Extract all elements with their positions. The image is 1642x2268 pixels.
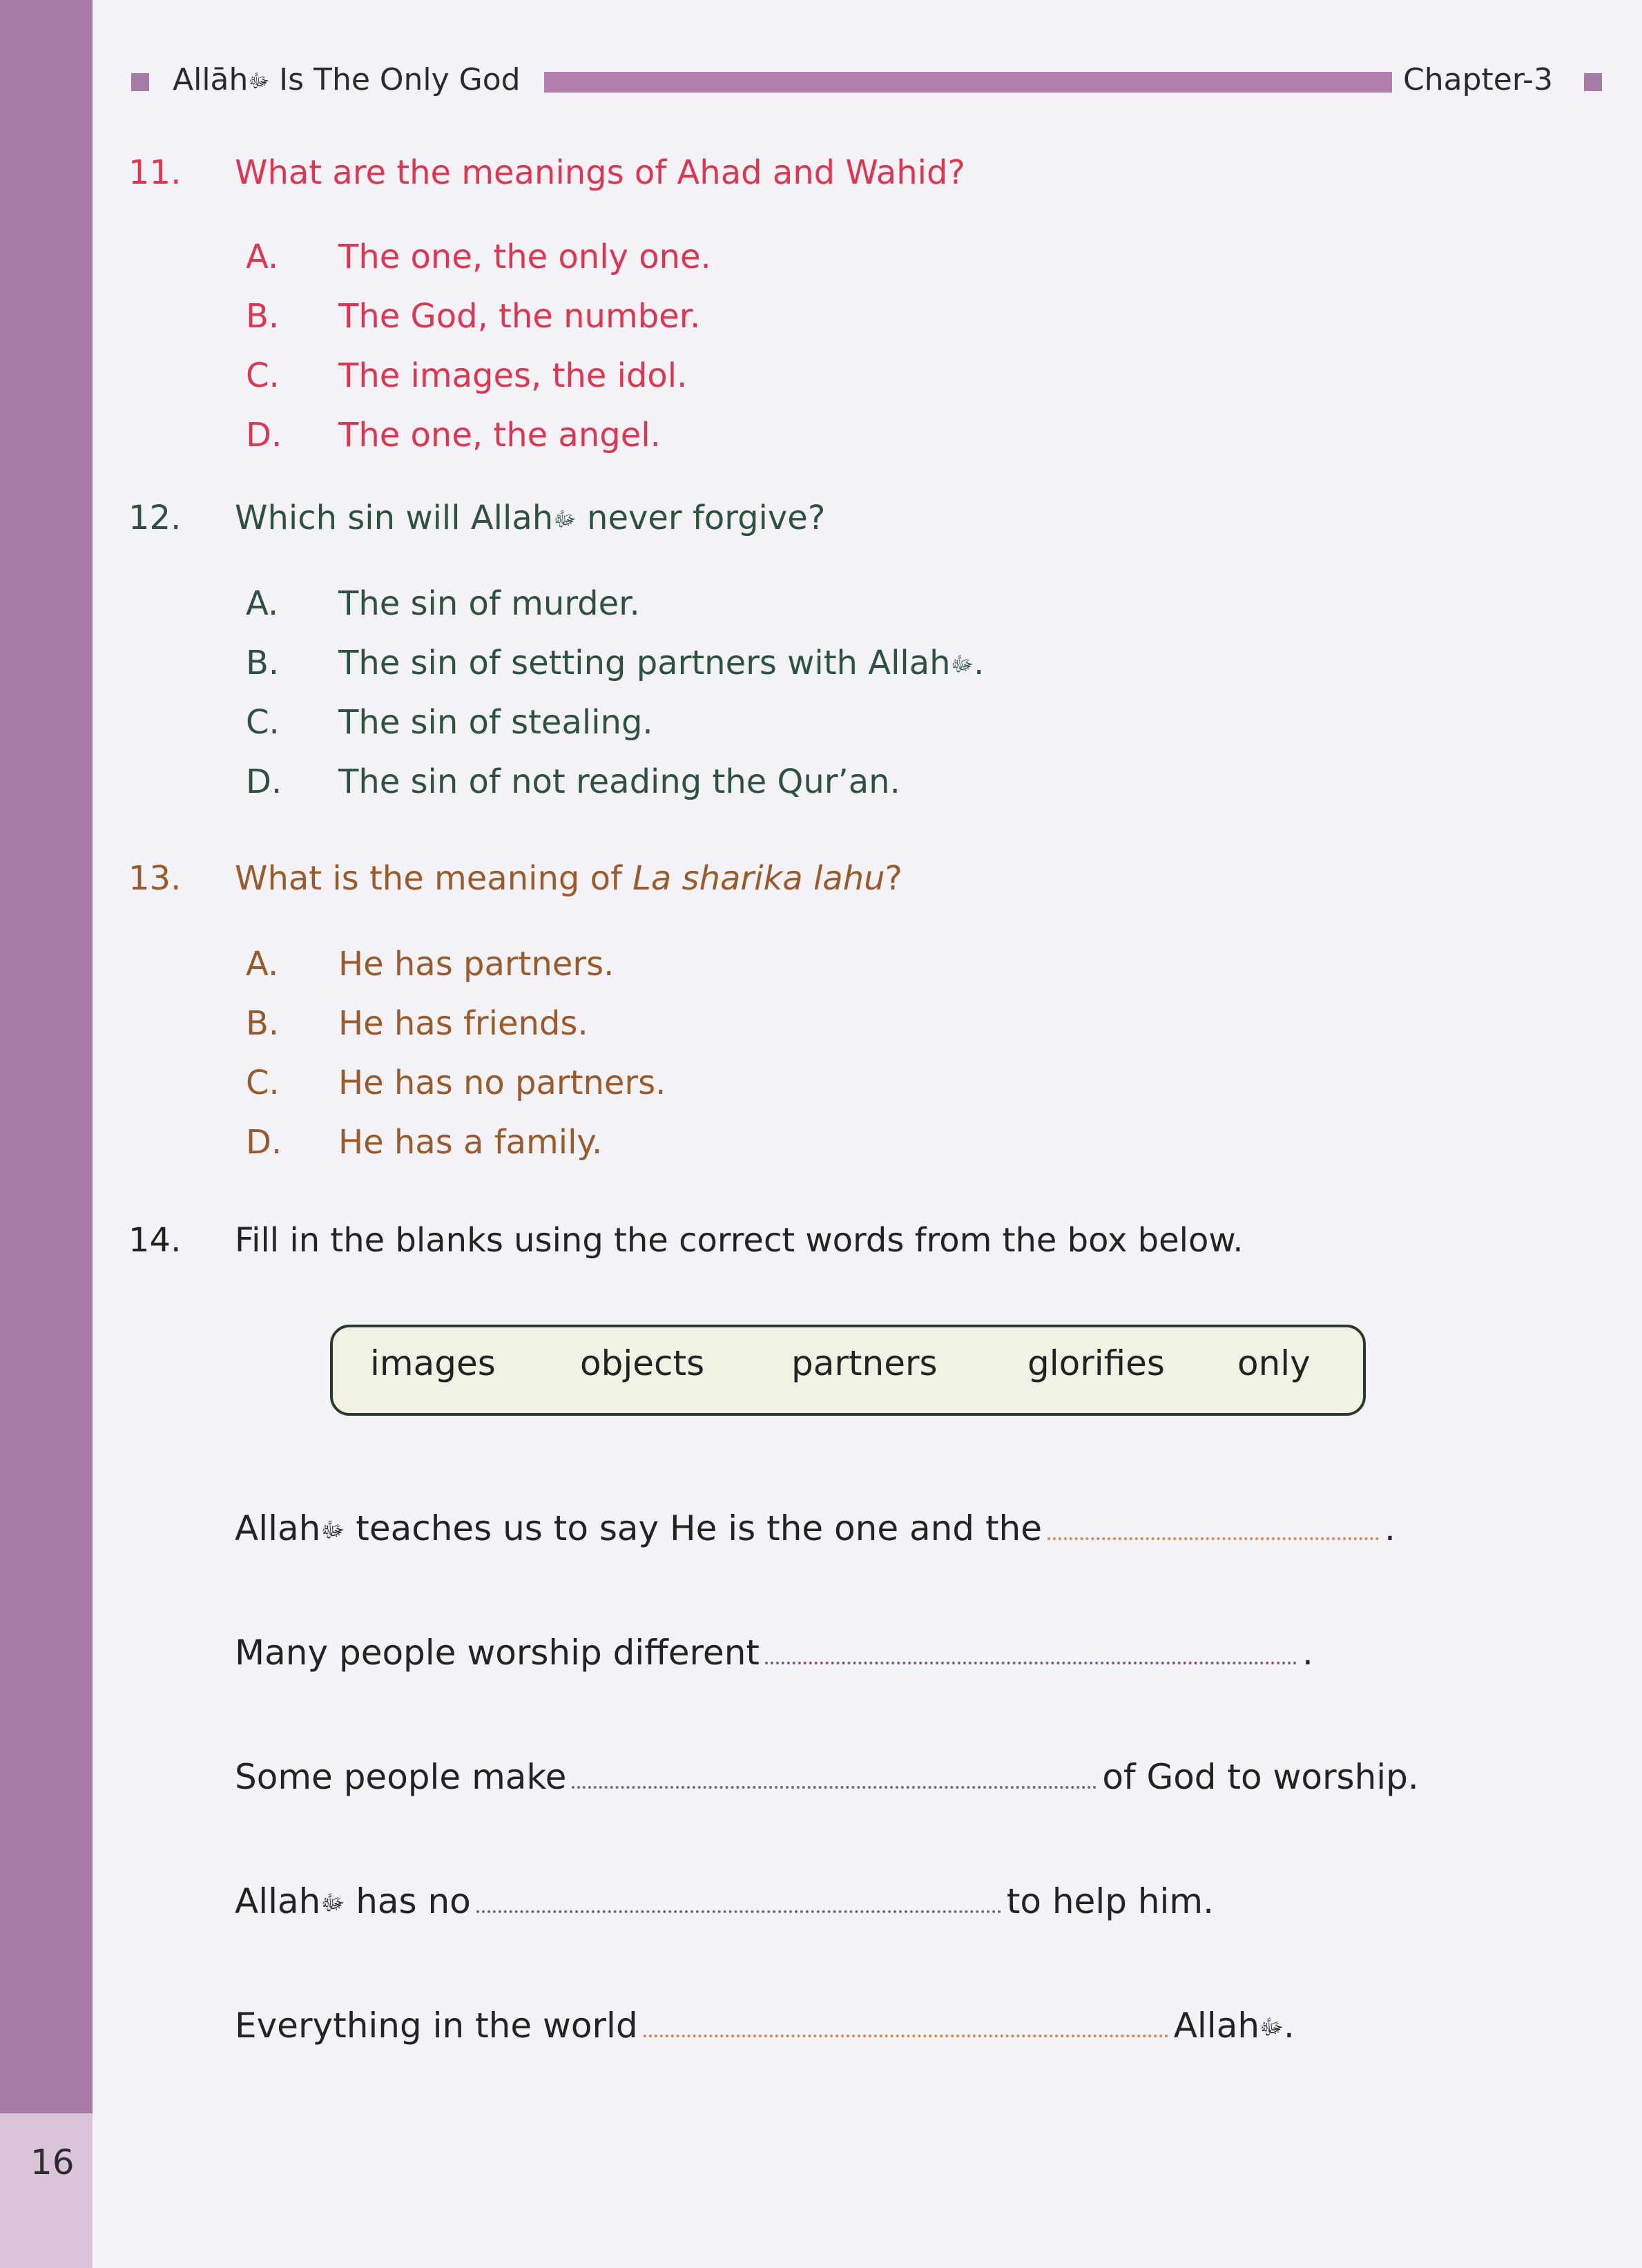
allah-honorific-icon: ﷻ bbox=[248, 70, 270, 92]
word-bank-item: glorifies bbox=[1027, 1343, 1165, 1383]
sentence-5-post: Allah bbox=[1173, 2006, 1260, 2046]
q13-option-c-letter: C. bbox=[246, 1064, 280, 1102]
fill-sentence-2 bbox=[235, 1633, 1313, 1673]
header-square-left bbox=[131, 73, 149, 91]
q12-option-b-text bbox=[338, 644, 984, 682]
word-bank-item: objects bbox=[580, 1343, 705, 1383]
q13-option-a-text: He has partners. bbox=[338, 945, 615, 983]
word-bank-item: only bbox=[1237, 1343, 1311, 1383]
sentence-1-pre: Allah bbox=[235, 1508, 321, 1548]
q12-text-pre: Which sin will Allah bbox=[235, 499, 554, 537]
question-12-number: 12. bbox=[128, 499, 182, 537]
q12-option-c-text: The sin of stealing. bbox=[338, 703, 653, 742]
q12-option-b-letter: B. bbox=[246, 644, 280, 682]
q12-option-b-post: . bbox=[974, 644, 985, 682]
blank-line-3[interactable] bbox=[572, 1780, 1097, 1789]
header-title-text-rest: Is The Only God bbox=[269, 62, 521, 97]
blank-line-4[interactable] bbox=[476, 1905, 1001, 1913]
q11-option-a-letter: A. bbox=[246, 238, 279, 276]
allah-honorific-icon: ﷻ bbox=[320, 1890, 345, 1916]
sentence-5-pre: Everything in the world bbox=[235, 2006, 638, 2046]
sentence-1-post: . bbox=[1384, 1508, 1395, 1548]
sentence-4-mid: has no bbox=[345, 1881, 471, 1921]
sentence-4-pre: Allah bbox=[235, 1881, 321, 1921]
q11-option-b-text: The God, the number. bbox=[338, 297, 701, 336]
q13-option-b-text: He has friends. bbox=[338, 1004, 588, 1043]
q12-option-a-text: The sin of murder. bbox=[338, 584, 640, 623]
q13-text-post: ? bbox=[885, 859, 903, 898]
sentence-4-post: to help him. bbox=[1006, 1881, 1215, 1921]
q12-option-c-letter: C. bbox=[246, 703, 280, 742]
q13-option-d-text: He has a family. bbox=[338, 1123, 603, 1162]
header-square-right bbox=[1584, 73, 1602, 91]
question-11-number: 11. bbox=[128, 153, 182, 192]
question-14-number: 14. bbox=[128, 1221, 182, 1260]
q13-option-d-letter: D. bbox=[246, 1123, 282, 1162]
header-title bbox=[173, 62, 521, 97]
allah-honorific-icon: ﷻ bbox=[320, 1517, 345, 1543]
question-14-text: Fill in the blanks using the correct words from the box below. bbox=[235, 1221, 1244, 1260]
sentence-3-pre: Some people make bbox=[235, 1757, 567, 1797]
q11-option-d-letter: D. bbox=[246, 416, 282, 454]
q13-text-italic: La sharika lahu bbox=[632, 859, 885, 898]
fill-sentence-5 bbox=[235, 2006, 1295, 2046]
sentence-5-end: . bbox=[1284, 2006, 1295, 2046]
sentence-2-post: . bbox=[1302, 1633, 1313, 1673]
allah-honorific-icon: ﷻ bbox=[1259, 2015, 1284, 2040]
word-bank-item: images bbox=[370, 1343, 496, 1383]
question-11-text: What are the meanings of Ahad and Wahid? bbox=[235, 153, 965, 192]
q12-option-d-letter: D. bbox=[246, 762, 282, 801]
q12-option-b-pre: The sin of setting partners with Allah bbox=[338, 644, 951, 682]
sentence-1-mid: teaches us to say He is the one and the bbox=[345, 1508, 1042, 1548]
q11-option-d-text: The one, the angel. bbox=[338, 416, 661, 454]
sentence-2-pre: Many people worship different bbox=[235, 1633, 760, 1673]
allah-honorific-icon: ﷻ bbox=[553, 507, 577, 532]
q11-option-b-letter: B. bbox=[246, 297, 280, 336]
q13-option-c-text: He has no partners. bbox=[338, 1064, 666, 1102]
q13-option-a-letter: A. bbox=[246, 945, 279, 983]
fill-sentence-1 bbox=[235, 1508, 1395, 1548]
q12-option-d-text: The sin of not reading the Qur’an. bbox=[338, 762, 900, 801]
sentence-3-post: of God to worship. bbox=[1102, 1757, 1419, 1797]
q11-option-c-text: The images, the idol. bbox=[338, 356, 688, 395]
question-13-number: 13. bbox=[128, 859, 182, 898]
question-13-text bbox=[235, 859, 902, 898]
header-chapter: Chapter-3 bbox=[1403, 62, 1553, 97]
word-bank-item: partners bbox=[791, 1343, 938, 1383]
q12-option-a-letter: A. bbox=[246, 584, 279, 623]
blank-line-2[interactable] bbox=[765, 1656, 1297, 1664]
page-sidebar-band bbox=[0, 0, 93, 2113]
page-number-box bbox=[0, 2113, 93, 2268]
q11-option-c-letter: C. bbox=[246, 356, 280, 395]
blank-line-1[interactable] bbox=[1047, 1532, 1379, 1540]
allah-honorific-icon: ﷻ bbox=[950, 652, 974, 677]
fill-sentence-3 bbox=[235, 1757, 1419, 1797]
q11-option-a-text: The one, the only one. bbox=[338, 238, 711, 276]
q13-text-pre: What is the meaning of bbox=[235, 859, 633, 898]
blank-line-5[interactable] bbox=[644, 2029, 1168, 2037]
page-number: 16 bbox=[30, 2142, 75, 2182]
q12-text-post: never forgive? bbox=[576, 499, 826, 537]
question-12-text bbox=[235, 499, 825, 537]
header-bar bbox=[544, 72, 1392, 93]
header-title-text: Allāh bbox=[173, 62, 249, 97]
fill-sentence-4 bbox=[235, 1881, 1214, 1921]
q13-option-b-letter: B. bbox=[246, 1004, 280, 1043]
